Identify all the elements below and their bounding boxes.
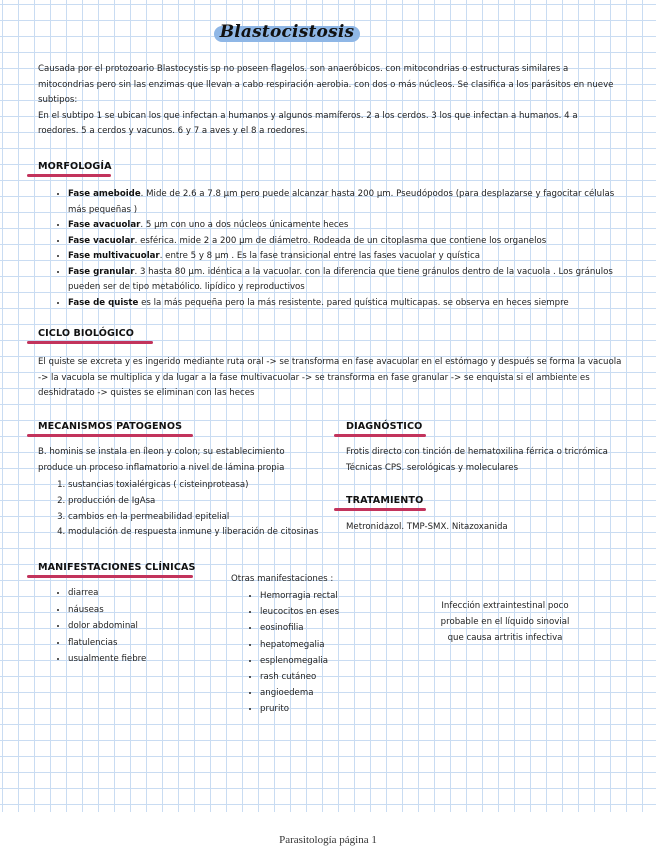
intro-block xyxy=(38,62,618,140)
diagnostico-text: Frotis directo con tinción de hematoxilina férrica o tricrómica Técnicas CPS. serológicas y moleculares xyxy=(346,447,608,473)
list-item: • Fase ameboide. Mide de 2.6 a 7.8 µm pero puede alcanzar hasta 200 µm. Pseudópodos (para desplazarse y fagocitar células más pequeñas ) xyxy=(68,187,622,218)
morfologia-list-container xyxy=(52,187,622,311)
list-item: • usualmente fiebre xyxy=(68,651,212,668)
ciclo-text: El quiste se excreta y es ingerido mediante ruta oral -> se transforma en fase avacuolar en el estómago y después se forma la vacuola -> la vacuola se multiplica y da lugar a la fase multivacuolar -> se transforma en fase granular -> se enquista si el ambiente es deshidratado -> quistes se eliminan con las heces xyxy=(38,357,622,398)
mecanismos-list xyxy=(38,478,328,541)
mecanismos-underline xyxy=(27,434,193,437)
list-item: • Fase avacuolar. 5 µm con uno a dos núcleos únicamente heces xyxy=(68,218,622,234)
tratamiento-heading: TRATAMIENTO xyxy=(346,495,424,506)
diagnostico-underline xyxy=(334,434,426,437)
list-item: • Fase granular. 3 hasta 80 µm. idéntica a la vacuolar. con la diferencia que tiene gránulos dentro de la vacuola . Los gránulos pueden ser de tipo metabólico. lipídico y reproductivos xyxy=(68,265,622,296)
list-item: • diarrea xyxy=(68,585,212,602)
list-item: • leucocitos en eses xyxy=(260,604,414,620)
list-item: • eosinofilia xyxy=(260,620,414,636)
otras-manifestaciones-label: Otras manifestaciones : xyxy=(231,574,334,584)
list-item: • angioedema xyxy=(260,685,414,701)
manifestaciones-list-container xyxy=(52,585,212,668)
otras-manifestaciones-list xyxy=(244,588,414,718)
list-item: • náuseas xyxy=(68,602,212,619)
morfologia-list xyxy=(52,187,622,311)
otras-manifestaciones-container xyxy=(244,588,414,718)
list-item: 2. producción de IgAsa xyxy=(68,494,328,510)
list-item: 3. cambios en la permeabilidad epitelial xyxy=(68,510,328,526)
title-block xyxy=(214,22,360,46)
manifestaciones-heading: MANIFESTACIONES CLÍNICAS xyxy=(38,562,196,573)
intro-paragraph-1: Causada por el protozoario Blastocystis sp no poseen flagelos. son anaeróbicos. con mitocondrias o estructuras similares a mitocondrias pero sin las enzimas que llevan a cabo respiración aerobia. con dos o más núcleos. Se clasifica a los parásitos en nueve subtipos: xyxy=(38,64,614,105)
list-item: • flatulencias xyxy=(68,635,212,652)
list-item: 4. modulación de respuesta inmune y liberación de citosinas xyxy=(68,525,328,541)
list-item: • Fase vacuolar. esférica. mide 2 a 200 µm de diámetro. Rodeada de un citoplasma que contiene los organelos xyxy=(68,234,622,250)
morfologia-underline xyxy=(27,174,111,177)
manifestaciones-underline xyxy=(27,575,193,578)
manifestaciones-list xyxy=(52,585,212,668)
intro-paragraph-2: En el subtipo 1 se ubican los que infectan a humanos y algunos mamíferos. 2 a los cerdos. 3 los que infectan a humanos. 4 a roedores. 5 a cerdos y vacunos. 6 y 7 a aves y el 8 a roedores. xyxy=(38,110,578,136)
diagnostico-heading: DIAGNÓSTICO xyxy=(346,421,423,432)
list-item: • Fase de quiste es la más pequeña pero la más resistente. pared quística multicapas. se observa en heces siempre xyxy=(68,296,622,312)
extraintestinal-note: Infección extraintestinal poco probable en el líquido sinovial que causa artritis infectiva xyxy=(440,601,570,643)
mecanismos-list-container xyxy=(38,478,328,541)
morfologia-heading: MORFOLOGÍA xyxy=(38,161,112,172)
list-item: • Hemorragia rectal xyxy=(260,588,414,604)
list-item: 1. sustancias toxialérgicas ( cisteinproteasa) xyxy=(68,478,328,494)
list-item: • hepatomegalia xyxy=(260,637,414,653)
list-item: • Fase multivacuolar. entre 5 y 8 µm . Es la fase transicional entre las fases vacuolar y quística xyxy=(68,249,622,265)
page-title: Blastocistosis xyxy=(219,22,355,42)
ciclo-heading: CICLO BIOLÓGICO xyxy=(38,328,135,339)
tratamiento-underline xyxy=(334,508,426,511)
list-item: • prurito xyxy=(260,701,414,717)
mecanismos-text: B. hominis se instala en íleon y colon; su establecimiento produce un proceso inflamatorio a nivel de lámina propia xyxy=(38,447,285,473)
list-item: • rash cutáneo xyxy=(260,669,414,685)
list-item: • dolor abdominal xyxy=(68,618,212,635)
page-footer: Parasitología página 1 xyxy=(279,834,377,846)
ciclo-underline xyxy=(27,341,153,344)
tratamiento-text: Metronidazol. TMP-SMX. Nitazoxanida xyxy=(346,522,508,532)
list-item: • esplenomegalia xyxy=(260,653,414,669)
mecanismos-heading: MECANISMOS PATOGENOS xyxy=(38,421,183,432)
